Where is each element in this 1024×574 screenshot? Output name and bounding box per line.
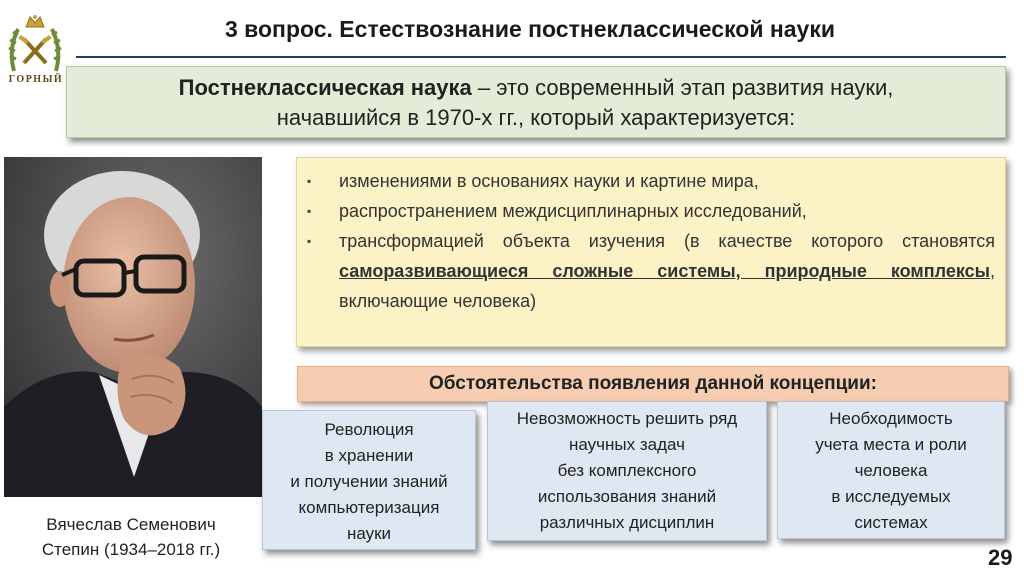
card-text-line: компьютеризация	[298, 498, 440, 517]
card-text-line: и получении знаний	[290, 472, 448, 491]
card-text-line: в исследуемых	[831, 487, 951, 506]
card-text-line: человека	[854, 461, 928, 480]
list-item-text	[339, 226, 995, 316]
list-item-text-part: трансформацией объекта изучения (в качестве которого становятся	[339, 231, 995, 251]
emphasized-text: саморазвивающиеся сложные системы, природные комплексы	[339, 261, 990, 281]
caption-name: Вячеслав Семенович	[46, 515, 216, 534]
list-item-text: изменениями в основаниях науки и картине мира,	[339, 171, 759, 191]
definition-text-1: – это современный этап развития науки,	[471, 75, 894, 100]
card-text-line: науки	[346, 524, 392, 543]
factor-card-interdisciplinary	[487, 401, 767, 541]
list-item	[307, 166, 995, 196]
definition-box	[66, 66, 1006, 138]
logo-text: ГОРНЫЙ	[8, 74, 64, 85]
card-text-line: Невозможность решить ряд	[516, 409, 738, 428]
title-underline	[76, 56, 1006, 58]
page-number: 29	[988, 545, 1013, 570]
slide-title: 3 вопрос. Естествознание постнеклассической науки	[224, 16, 836, 42]
definition-line-2: начавшийся в 1970-х гг., который характеризуется:	[276, 105, 796, 130]
characteristics-list	[296, 157, 1006, 347]
square-bullet-icon: ▪	[307, 174, 312, 188]
card-text-line: Необходимость	[829, 409, 953, 428]
portrait-photo	[4, 157, 262, 497]
concept-heading: Обстоятельства появления данной концепции:	[297, 366, 1009, 402]
list-item-text: распространением междисциплинарных исследований,	[339, 201, 807, 221]
portrait-caption	[0, 512, 262, 562]
definition-line-1	[67, 73, 1005, 103]
caption-years: Степин (1934–2018 гг.)	[41, 540, 221, 559]
card-text-line: системах	[854, 513, 928, 532]
square-bullet-icon: ▪	[307, 204, 312, 218]
factor-card-revolution	[262, 410, 476, 550]
card-text-line: использования знаний	[537, 487, 717, 506]
factor-card-human-role	[777, 401, 1005, 539]
definition-term: Постнеклассическая наука	[178, 75, 472, 100]
list-item	[307, 196, 995, 226]
card-text-line: без комплексного	[557, 461, 697, 480]
card-text-line: в хранении	[324, 446, 414, 465]
card-text-line: Революция	[324, 420, 414, 439]
card-text-line: учета места и роли	[815, 435, 967, 454]
card-text-line: различных дисциплин	[539, 513, 715, 532]
list-item-text-part: , включающие человека)	[339, 261, 995, 311]
list-item	[307, 226, 995, 316]
square-bullet-icon: ▪	[307, 234, 312, 248]
card-text-line: научных задач	[569, 435, 685, 454]
